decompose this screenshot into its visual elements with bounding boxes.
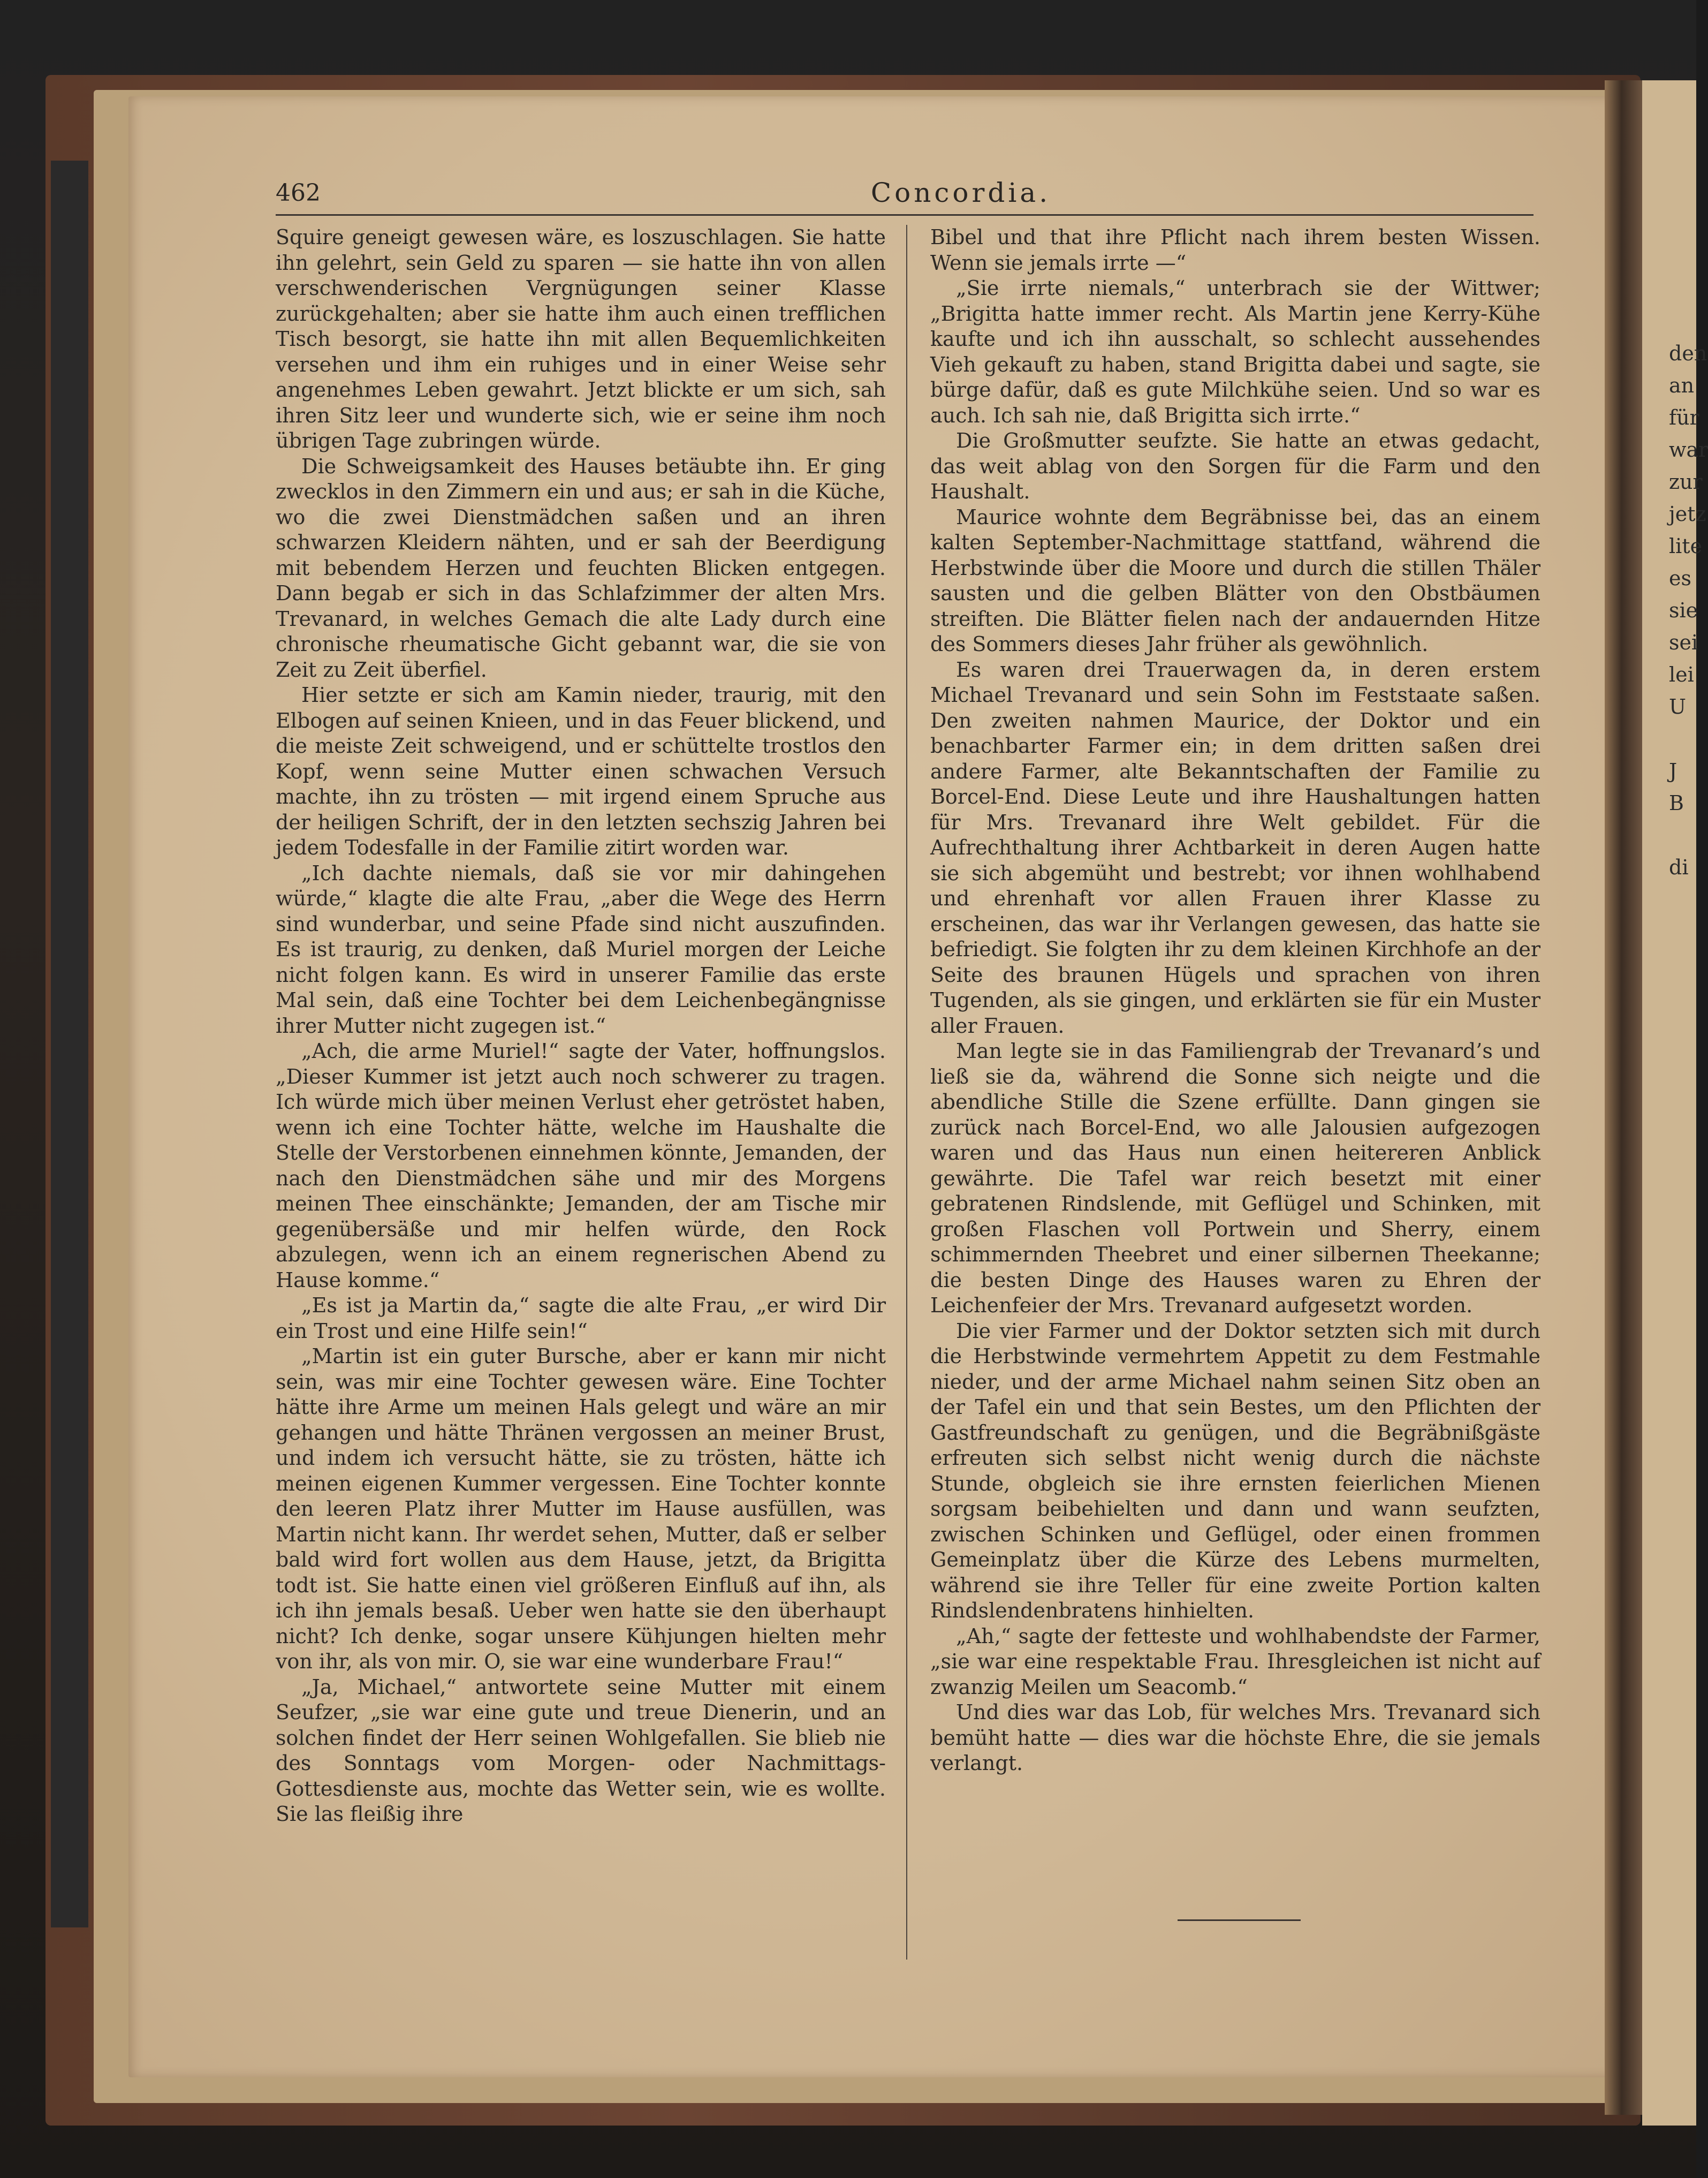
paragraph: Die vier Farmer und der Doktor setzten sich mit durch die Herbstwinde vermehrtem Appetit zu dem Festmahle nieder, und der arme Michael nahm seinen Sitz oben an der Tafel ein und that sein Bestes, um den Pflichten der Gastfreundschaft zu genügen, und die Begräbnißgäste erfreuten sich selbst nicht wenig durch die nächste Stunde, obgleich sie ihre ernsten feierlichen Mienen sorgsam beibehielten und dann und wann seufzten, zwischen Schinken und Geflügel, oder einen frommen Gemeinplatz über die Kürze des Lebens murmelten, während sie ihre Teller für eine zweite Portion kalten Rindslendenbratens hinhielten. xyxy=(930,1319,1540,1622)
paragraph: Die Großmutter seufzte. Sie hatte an etwas gedacht, das weit ablag von den Sorgen für die Farm und den Haushalt. xyxy=(930,429,1540,503)
facing-page-fragment: B xyxy=(1669,791,1684,815)
facing-page-fragment: lei xyxy=(1669,663,1694,686)
paragraph: Maurice wohnte dem Begräbnisse bei, das an einem kalten September-Nachmittage stattfand, während die Herbstwinde über die Moore und durch die stillen Thäler sausten und die gelben Blätter von den Obstbäumen streiften. Die Blätter fielen nach der andauernden Hitze des Sommers dieses Jahr früher als gewöhnlich. xyxy=(930,505,1540,656)
facing-page-fragment: den xyxy=(1669,342,1707,365)
paragraph: Bibel und that ihre Pflicht nach ihrem besten Wissen. Wenn sie jemals irrte —“ xyxy=(930,225,1540,275)
left-text-column xyxy=(276,225,886,1827)
facing-page-fragment: lite xyxy=(1669,534,1703,558)
facing-page-fragment: J xyxy=(1669,759,1677,783)
facing-page-fragment: U xyxy=(1669,695,1687,719)
paragraph: „Ach, die arme Muriel!“ sagte der Vater, hoffnungslos. „Dieser Kummer ist jetzt auch noch schwerer zu tragen. Ich würde mich über meinen Verlust eher getröstet haben, wenn ich eine Tochter hätte, welche im Haushalte die Stelle der Verstorbenen einnehmen könnte, Jemanden, der nach den Dienstmädchen sähe und mir des Morgens meinen Thee einschänkte; Jemanden, der am Tische mir gegenübersäße und mir helfen würde, den Rock abzulegen, wenn ich an einem regnerischen Abend zu Hause komme.“ xyxy=(276,1039,886,1292)
column-divider xyxy=(906,225,907,1960)
paragraph: „Ich dachte niemals, daß sie vor mir dahingehen würde,“ klagte die alte Frau, „aber die Wege des Herrn sind wunderbar, und seine Pfade sind nicht auszufinden. Es ist traurig, zu denken, daß Muriel morgen der Leiche nicht folgen kann. Es wird in unserer Familie das erste Mal sein, daß eine Tochter bei dem Leichenbegängnisse ihrer Mutter nicht zugegen ist.“ xyxy=(276,861,886,1038)
paragraph: Und dies war das Lob, für welches Mrs. Trevanard sich bemüht hatte — dies war die höchste Ehre, die sie jemals verlangt. xyxy=(930,1700,1540,1775)
paragraph: Squire geneigt gewesen wäre, es loszuschlagen. Sie hatte ihn gelehrt, sein Geld zu sparen — sie hatte ihn von allen verschwenderischen Vergnügungen seiner Klasse zurückgehalten; aber sie hatte ihm auch einen trefflichen Tisch besorgt, sie hatte ihn mit allen Bequemlichkeiten versehen und ihm ein ruhiges und in einer Weise sehr angenehmes Leben gewahrt. Jetzt blickte er um sich, sah ihren Sitz leer und wunderte sich, wie er seine ihm noch übrigen Tage zubringen würde. xyxy=(276,225,886,452)
facing-page-fragment: es xyxy=(1669,566,1691,590)
facing-page-fragment xyxy=(1669,723,1701,755)
facing-page-fragment: zur xyxy=(1669,470,1703,494)
facing-page-text-fragments xyxy=(1669,337,1708,883)
header-rule xyxy=(276,214,1534,216)
facing-page-fragment: sie xyxy=(1669,599,1698,622)
journal-title: Concordia. xyxy=(870,177,1051,208)
cover-edge-wear xyxy=(51,161,88,1927)
paragraph: „Ja, Michael,“ antwortete seine Mutter mit einem Seufzer, „sie war eine gute und treue Dienerin, und an solchen findet der Herr seinen Wohlgefallen. Sie blieb nie des Sonntags vom Morgen- oder Nachmittags-Gottesdienste aus, mochte das Wetter sein, wie es wollte. Sie las fleißig ihre xyxy=(276,1675,886,1826)
page-number: 462 xyxy=(276,179,321,207)
page-header xyxy=(276,179,1534,213)
paragraph: „Martin ist ein guter Bursche, aber er kann mir nicht sein, was mir eine Tochter gewesen wäre. Eine Tochter hätte ihre Arme um meinen Hals gelegt und wäre an mir gehangen und hätte Thränen vergossen an meiner Brust, und indem ich versucht hätte, sie zu trösten, hätte ich meinen eigenen Kummer vergessen. Eine Tochter konnte den leeren Platz ihrer Mutter im Hause ausfüllen, was Martin nicht kann. Ihr werdet sehen, Mutter, daß er selber bald wird fort wollen aus dem Hause, jetzt, da Brigitta todt ist. Sie hatte einen viel größeren Einfluß auf ihn, als ich ihn jemals besaß. Ueber wen hatte sie den überhaupt nicht? Ich denke, sogar unsere Kühjungen hielten mehr von ihr, als von mir. O, sie war eine wunderbare Frau!“ xyxy=(276,1344,886,1673)
facing-page-fragment: war xyxy=(1669,438,1708,462)
facing-page-fragment: sei xyxy=(1669,631,1698,654)
facing-page-fragment: di xyxy=(1669,856,1689,879)
facing-page-fragment xyxy=(1669,819,1701,851)
section-end-rule xyxy=(1178,1919,1301,1921)
facing-page-fragment: an xyxy=(1669,374,1695,397)
facing-page-fragment: jetz xyxy=(1669,502,1706,526)
facing-page-fragment: für xyxy=(1669,406,1699,429)
book-gutter xyxy=(1605,80,1642,2115)
paragraph: Hier setzte er sich am Kamin nieder, traurig, mit den Elbogen auf seinen Knieen, und in das Feuer blickend, und die meiste Zeit schweigend, und er schüttelte trostlos den Kopf, wenn seine Mutter einen schwachen Versuch machte, ihn zu trösten — mit irgend einem Spruche aus der heiligen Schrift, der in den letzten sechszig Jahren bei jedem Todesfalle in der Familie zitirt worden war. xyxy=(276,683,886,859)
paragraph: „Es ist ja Martin da,“ sagte die alte Frau, „er wird Dir ein Trost und eine Hilfe sein!“ xyxy=(276,1294,886,1343)
paragraph: Es waren drei Trauerwagen da, in deren erstem Michael Trevanard und sein Sohn im Feststaate saßen. Den zweiten nahmen Maurice, der Doktor und ein benachbarter Farmer ein; in dem dritten saßen drei andere Farmer, alte Bekanntschaften der Familie zu Borcel-End. Diese Leute und ihre Haushaltungen hatten für Mrs. Trevanard ihre Welt gebildet. Für die Aufrechthaltung ihrer Achtbarkeit in deren Augen hatte sie sich abgemüht und bestrebt; vor ihnen wohlhabend und ehrenhaft vor allen Frauen ihrer Klasse zu erscheinen, das war ihr Verlangen gewesen, das hatte sie befriedigt. Sie folgten ihr zu dem kleinen Kirchhofe an der Seite des braunen Hügels und sprachen von ihren Tugenden, als sie gingen, und erklärten sie für ein Muster aller Frauen. xyxy=(930,657,1540,1038)
paragraph: Man legte sie in das Familiengrab der Trevanard’s und ließ sie da, während die Sonne sich neigte und die abendliche Stille die Szene erfüllte. Dann gingen sie zurück nach Borcel-End, wo alle Jalousien aufgezogen waren und das Haus nun einen heitereren Anblick gewährte. Die Tafel war reich besetzt mit einer gebratenen Rindslende, mit Geflügel und Schinken, mit großen Flaschen voll Portwein und Sherry, einem schimmernden Theebret und einer silbernen Theekanne; die besten Dinge des Hauses waren zu Ehren der Leichenfeier der Mrs. Trevanard aufgesetzt worden. xyxy=(930,1039,1540,1317)
paragraph: Die Schweigsamkeit des Hauses betäubte ihn. Er ging zwecklos in den Zimmern ein und aus; er sah in die Küche, wo die zwei Dienstmädchen saßen und an ihren schwarzen Kleidern nähten, und er sah der Beerdigung mit bebendem Herzen und feuchten Blicken entgegen. Dann begab er sich in das Schlafzimmer der alten Mrs. Trevanard, in welches Gemach die alte Lady durch eine chronische rheumatische Gicht gebannt war, die sie von Zeit zu Zeit überfiel. xyxy=(276,454,886,682)
paragraph: „Sie irrte niemals,“ unterbrach sie der Wittwer; „Brigitta hatte immer recht. Als Martin jene Kerry-Kühe kaufte und ich ihn ausschalt, so schlecht aussehendes Vieh gekauft zu haben, stand Brigitta dabei und sagte, sie bürge dafür, daß es gute Milchkühe seien. Und so war es auch. Ich sah nie, daß Brigitta sich irrte.“ xyxy=(930,276,1540,427)
right-text-column xyxy=(930,225,1540,1776)
paragraph: „Ah,“ sagte der fetteste und wohlhabendste der Farmer, „sie war eine respektable Frau. Ihresgleichen ist nicht auf zwanzig Meilen um Seacomb.“ xyxy=(930,1624,1540,1699)
